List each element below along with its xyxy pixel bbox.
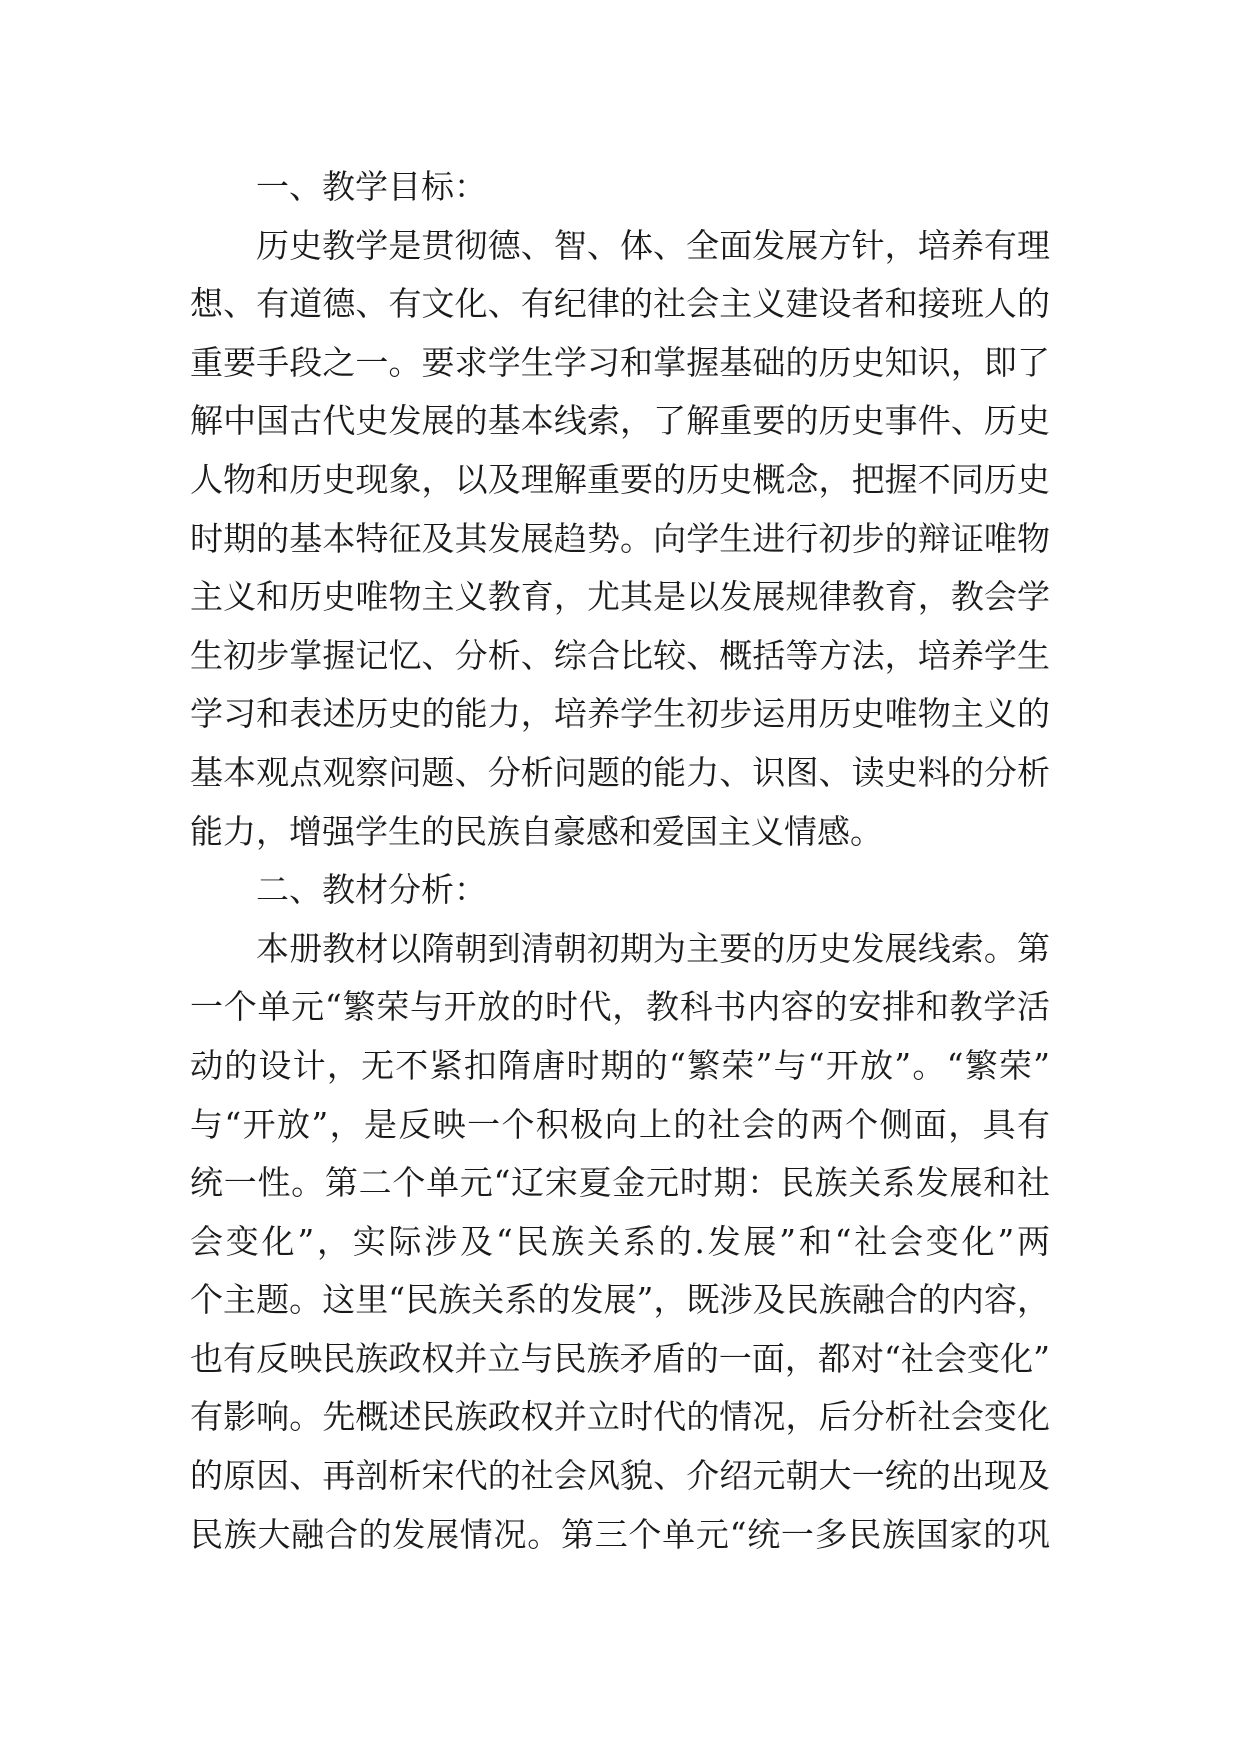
paragraph-line: 本册教材以隋朝到清朝初期为主要的历史发展线索。第 [256,928,1050,968]
paragraph-line: 历史教学是贯彻德、智、体、全面发展方针，培养有理 [256,225,1050,265]
paragraph-line: 主义和历史唯物主义教育，尤其是以发展规律教育，教会学 [190,577,1050,617]
paragraph-line: 学习和表述历史的能力，培养学生初步运用历史唯物主义的 [190,694,1050,734]
paragraph-line: 解中国古代史发展的基本线索，了解重要的历史事件、历史 [190,401,1050,441]
section-heading-1: 一、教学目标： [256,167,487,206]
paragraph-line: 时期的基本特征及其发展趋势。向学生进行初步的辩证唯物 [190,518,1050,558]
paragraph-line: 想、有道德、有文化、有纪律的社会主义建设者和接班人的 [190,284,1050,324]
paragraph-line: 与“开放”，是反映一个积极向上的社会的两个侧面，具有 [190,1104,1050,1144]
document-body [190,158,1050,1564]
paragraph-line: 人物和历史现象，以及理解重要的历史概念，把握不同历史 [190,459,1050,499]
paragraph-line: 一个单元“繁荣与开放的时代，教科书内容的安排和教学活 [190,987,1050,1027]
paragraph-line: 的原因、再剖析宋代的社会风貌、介绍元朝大一统的出现及 [190,1456,1050,1496]
paragraph-line: 统一性。第二个单元“辽宋夏金元时期：民族关系发展和社 [190,1163,1050,1203]
paragraph-line: 也有反映民族政权并立与民族矛盾的一面，都对“社会变化” [190,1338,1050,1378]
paragraph-line: 个主题。这里“民族关系的发展”，既涉及民族融合的内容， [190,1280,1050,1320]
paragraph-line: 民族大融合的发展情况。第三个单元“统一多民族国家的巩 [190,1514,1050,1554]
paragraph-line: 动的设计，无不紧扣隋唐时期的“繁荣”与“开放”。“繁荣” [190,1045,1050,1085]
paragraph-line: 重要手段之一。要求学生学习和掌握基础的历史知识，即了 [190,342,1050,382]
paragraph-line: 会变化”，实际涉及“民族关系的.发展”和“社会变化”两 [190,1221,1050,1261]
section-heading-2: 二、教材分析： [256,870,487,910]
paragraph-line: 能力，增强学生的民族自豪感和爱国主义情感。 [190,811,883,851]
paragraph-line: 基本观点观察问题、分析问题的能力、识图、读史料的分析 [190,752,1050,792]
paragraph-line: 生初步掌握记忆、分析、综合比较、概括等方法，培养学生 [190,635,1050,675]
paragraph-line: 有影响。先概述民族政权并立时代的情况，后分析社会变化 [190,1397,1050,1437]
